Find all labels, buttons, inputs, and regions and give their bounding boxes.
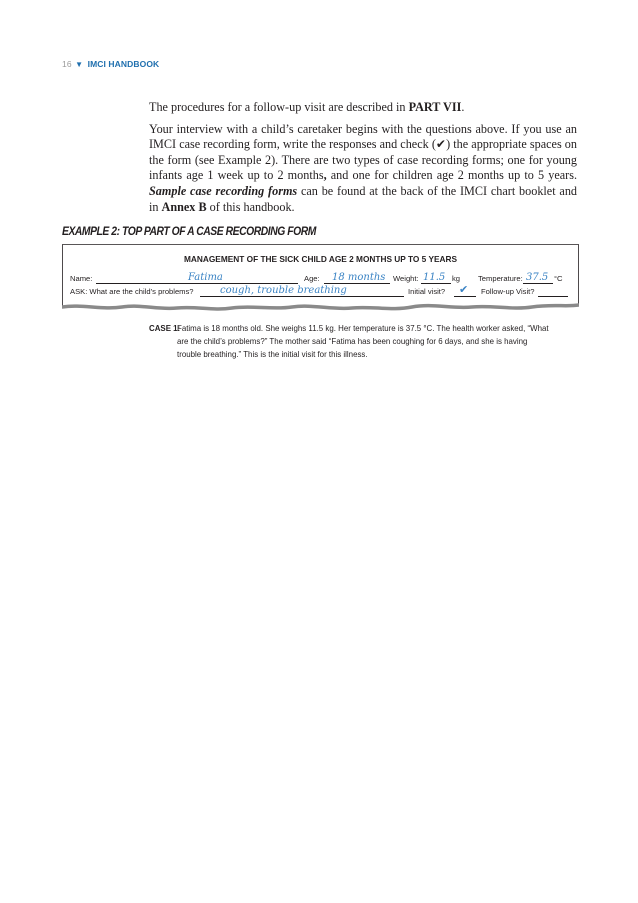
weight-value: 11.5 <box>423 272 446 283</box>
sample-forms-emphasis: Sample case recording forms <box>149 183 298 198</box>
intro-paragraph-1 <box>149 100 577 116</box>
intro-p1-text: The procedures for a follow-up visit are described in <box>149 100 409 114</box>
temperature-value: 37.5 <box>526 272 549 283</box>
follow-up-visit-label: Follow-up Visit? <box>481 287 535 296</box>
handbook-title: IMCI HANDBOOK <box>87 59 160 69</box>
age-label: Age: <box>304 274 320 283</box>
intro-p2-text-c: and one for children age 2 months up to 5 years. <box>326 168 577 183</box>
temperature-line <box>523 283 553 284</box>
problems-value: cough, trouble breathing <box>220 285 347 296</box>
temperature-label: Temperature: <box>478 274 523 283</box>
checkmark-icon: ✔ <box>435 137 447 152</box>
part-reference: PART VII <box>408 100 462 114</box>
form-title: MANAGEMENT OF THE SICK CHILD AGE 2 MONTHS UP TO 5 YEARS <box>183 254 458 264</box>
example-title: EXAMPLE 2: TOP PART OF A CASE RECORDING FORM <box>62 226 316 238</box>
intro-paragraph-2 <box>149 122 577 216</box>
initial-visit-label: Initial visit? <box>408 287 446 296</box>
intro-p2-text-e: of this handbook. <box>206 199 295 214</box>
name-line <box>96 283 298 284</box>
name-value: Fatima <box>188 272 223 283</box>
intro-p2-text-a: Your interview with a child’s caretaker begins with the questions above. If you use an IMCI case recording form, write the responses and check ( <box>149 121 577 152</box>
follow-up-visit-line <box>538 296 568 297</box>
problems-line <box>200 296 404 297</box>
weight-line <box>421 283 451 284</box>
intro-p2-text-d: can be found at the back of the IMCI chart booklet and in <box>149 183 577 214</box>
intro-text <box>149 100 577 221</box>
annex-reference: Annex B <box>161 199 207 214</box>
age-value: 18 months <box>332 272 386 283</box>
case-label: CASE 1: <box>149 323 181 333</box>
running-header <box>62 59 159 69</box>
intro-p2-comma: , <box>323 168 327 183</box>
age-line <box>324 283 390 284</box>
triangle-down-icon: ▼ <box>75 60 84 69</box>
intro-p1-end: . <box>461 100 465 114</box>
page-number: 16 <box>62 59 72 69</box>
case-recording-form <box>62 244 579 314</box>
case-text: Fatima is 18 months old. She weighs 11.5 kg. Her temperature is 37.5 °C. The health worker asked, “What are the child’s problems?” The mother said “Fatima has been coughing for 6 days, and she is having trouble breathing.” This is the initial visit for this illness. <box>177 323 549 359</box>
name-label: Name: <box>70 274 93 283</box>
initial-visit-line <box>454 296 476 297</box>
intro-p2-text-b: ) the appropriate spaces on the form (see Example 2). There are two types of case recording forms; one for young infants age 1 week up to 2 months <box>149 137 577 183</box>
weight-unit: kg <box>452 274 461 283</box>
ask-problems-label: ASK: What are the child’s problems? <box>70 287 194 296</box>
temperature-unit: °C <box>554 274 563 283</box>
weight-label: Weight: <box>393 274 419 283</box>
checkmark-icon: ✔ <box>459 284 469 296</box>
